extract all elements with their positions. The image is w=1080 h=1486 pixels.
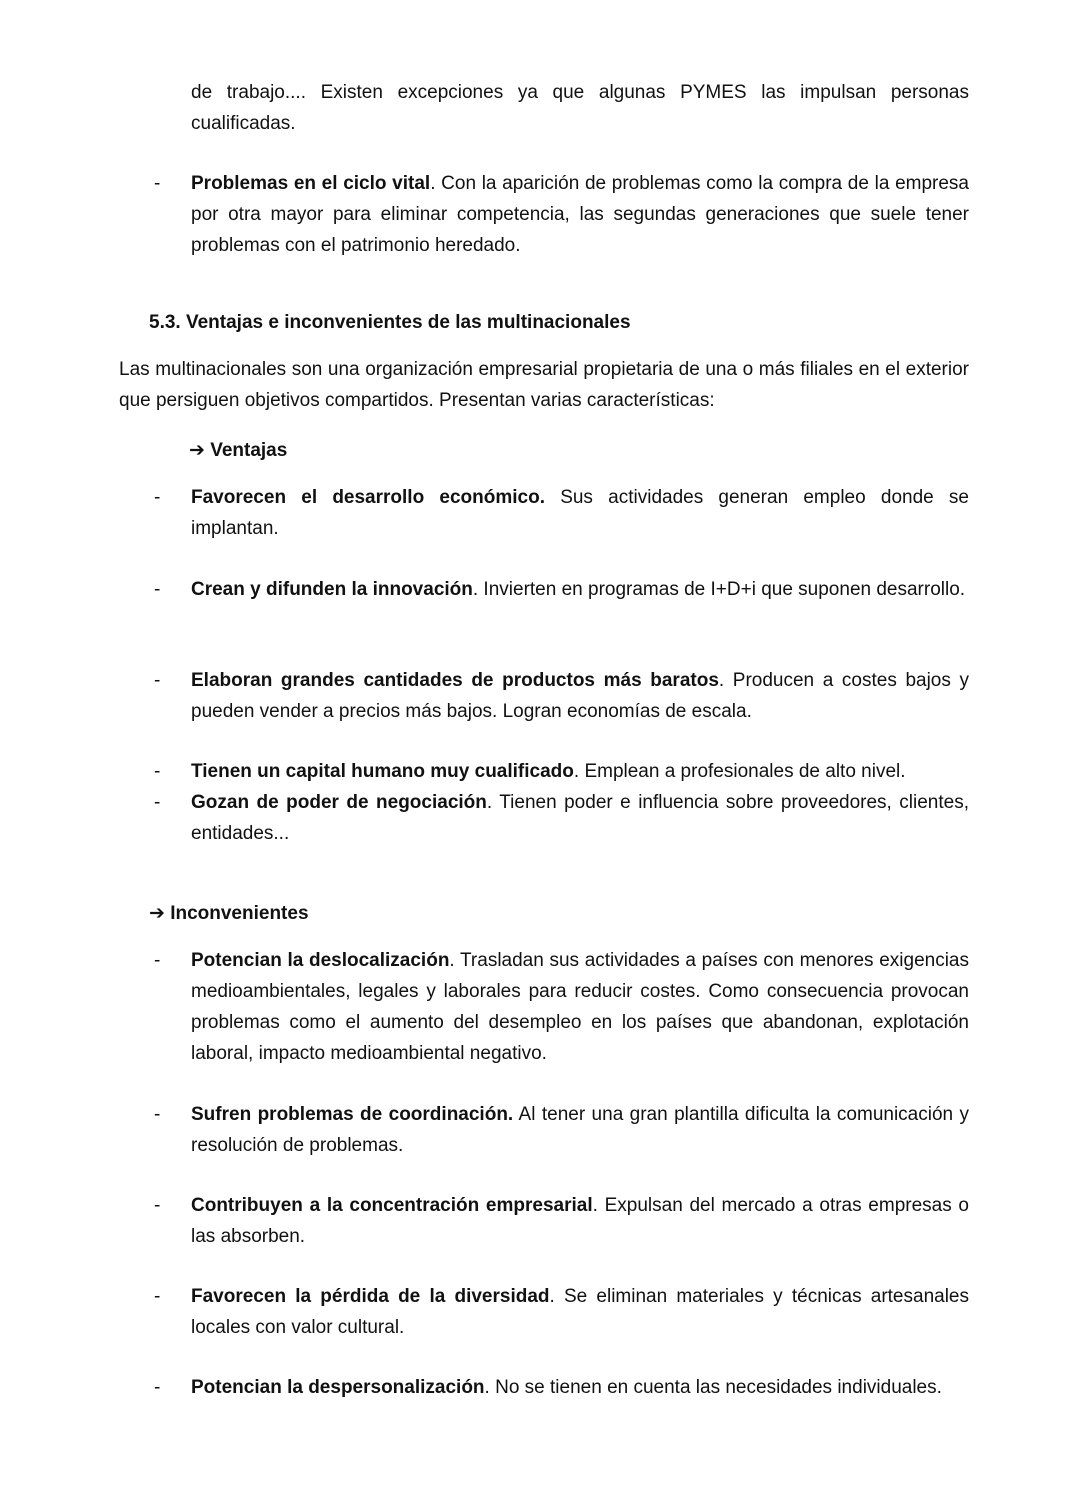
list-item-title: Potencian la deslocalización <box>191 950 450 971</box>
list-item-text: . Producen a costes bajos y pueden vender a precios más bajos. Logran economías de escala. <box>191 670 969 722</box>
list-item-body <box>191 1190 969 1252</box>
list-bullet: - <box>154 670 161 691</box>
section-intro: Las multinacionales son una organización empresarial propietaria de una o más filiales en el exterior que persiguen objetivos compartidos. Presentan varias características: <box>119 359 969 411</box>
intro-continuation-text: de trabajo.... Existen excepciones ya que algunas PYMES las impulsan personas cualificadas. <box>191 82 969 134</box>
list-item-body <box>191 1281 969 1343</box>
list-item-body <box>191 574 969 605</box>
list-bullet: - <box>154 1286 161 1307</box>
list-item-text: . Se eliminan materiales y técnicas artesanales locales con valor cultural. <box>191 1286 969 1338</box>
list-item-title: Gozan de poder de negociación <box>191 792 487 813</box>
list-item-body <box>191 756 969 787</box>
list-item-body <box>191 1372 969 1403</box>
list-item-text: . Invierten en programas de I+D+i que suponen desarrollo. <box>472 579 966 600</box>
list-item-body <box>191 787 969 849</box>
list-item-text: Sus actividades generan empleo donde se implantan. <box>191 487 970 539</box>
list-bullet: - <box>154 579 161 600</box>
list-item-body <box>191 665 969 727</box>
list-item-text: . Con la aparición de problemas como la compra de la empresa por otra mayor para eliminar competencia, las segundas generaciones que suele tener problemas con el patrimonio heredado. <box>191 173 969 256</box>
list-item-title: Crean y difunden la innovación <box>191 579 473 600</box>
list-item-body <box>191 168 969 261</box>
list-item-text: . Expulsan del mercado a otras empresas o las absorben. <box>191 1195 969 1247</box>
list-item-text: . No se tienen en cuenta las necesidades individuales. <box>484 1377 942 1398</box>
list-bullet: - <box>154 487 161 508</box>
list-item-title: Contribuyen a la concentración empresarial <box>191 1195 593 1216</box>
list-bullet: - <box>154 1104 161 1125</box>
list-bullet: - <box>154 1195 161 1216</box>
ventajas-heading: ➔ Ventajas <box>189 440 288 461</box>
list-item-text: . Trasladan sus actividades a países con menores exigencias medioambientales, legales y laborales para reducir costes. Como consecuencia provocan problemas como el aumento del desempleo en los países que abandonan, explotación laboral, impacto medioambiental negativo. <box>191 950 969 1064</box>
list-item-title: Potencian la despersonalización <box>191 1377 485 1398</box>
list-bullet: - <box>154 1377 161 1398</box>
list-bullet: - <box>154 173 161 194</box>
list-item-body <box>191 1099 969 1161</box>
list-bullet: - <box>154 792 161 813</box>
list-item-body <box>191 945 969 1069</box>
list-item-body <box>191 482 969 544</box>
list-item-title: Problemas en el ciclo vital <box>191 173 431 194</box>
list-item-title: Favorecen el desarrollo económico. <box>191 487 545 508</box>
list-item-title: Sufren problemas de coordinación. <box>191 1104 514 1125</box>
list-bullet: - <box>154 761 161 782</box>
list-bullet: - <box>154 950 161 971</box>
list-item-title: Favorecen la pérdida de la diversidad <box>191 1286 550 1307</box>
list-item-text: . Tienen poder e influencia sobre proveedores, clientes, entidades... <box>191 792 969 844</box>
inconvenientes-heading: ➔ Inconvenientes <box>149 903 309 924</box>
list-item-text: Al tener una gran plantilla dificulta la comunicación y resolución de problemas. <box>191 1104 969 1156</box>
intro-continuation <box>191 77 969 139</box>
section-heading: 5.3. Ventajas e inconvenientes de las multinacionales <box>149 312 631 333</box>
list-item-title: Tienen un capital humano muy cualificado <box>191 761 574 782</box>
list-item-title: Elaboran grandes cantidades de productos más baratos <box>191 670 719 691</box>
list-item-text: . Emplean a profesionales de alto nivel. <box>573 761 906 782</box>
